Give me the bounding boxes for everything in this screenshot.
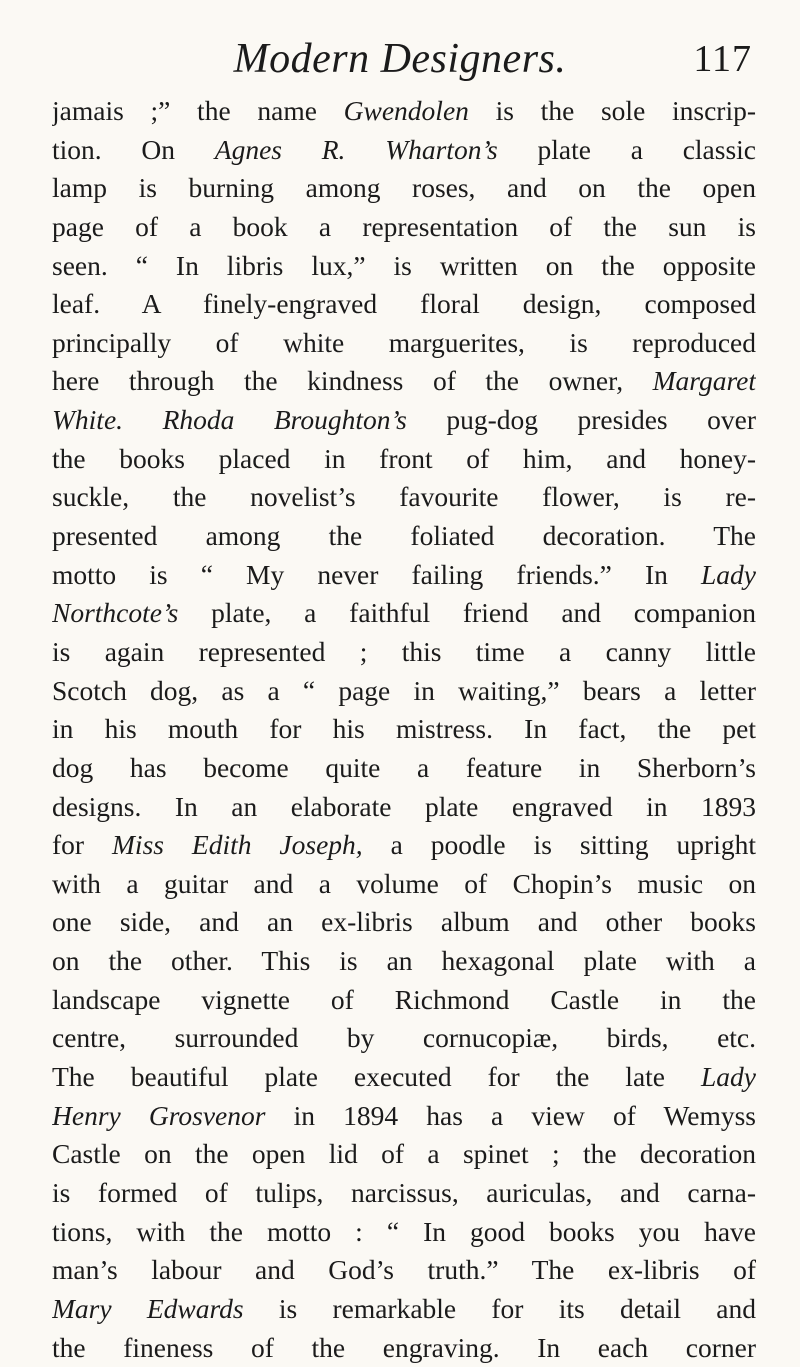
- text-run: is again represented ; this time a canny little: [52, 636, 756, 667]
- text-line: [52, 865, 756, 904]
- text-run: designs. In an elaborate plate engraved in 1893: [52, 791, 756, 822]
- text-line: [52, 594, 756, 633]
- text-line: [52, 247, 756, 286]
- text-line: [52, 981, 756, 1020]
- text-line: [52, 1019, 756, 1058]
- text-line: [52, 324, 756, 363]
- text-line: [52, 903, 756, 942]
- text-run: Scotch dog, as a “ page in waiting,” bears a letter: [52, 675, 756, 706]
- text-line: [52, 169, 756, 208]
- text-run: one side, and an ex-libris album and other books: [52, 906, 756, 937]
- text-run: the books placed in front of him, and honey-: [52, 443, 756, 474]
- italic-name: Margaret: [653, 365, 756, 396]
- text-run: is formed of tulips, narcissus, auriculas, and carna-: [52, 1177, 756, 1208]
- text-line: [52, 1329, 756, 1367]
- text-run: suckle, the novelist’s favourite flower, is re-: [52, 481, 756, 512]
- text-run: Castle on the open lid of a spinet ; the decoration: [52, 1138, 756, 1169]
- text-run: a poodle is sitting upright: [363, 829, 756, 860]
- text-run: here through the kindness of the owner,: [52, 365, 653, 396]
- text-run: in his mouth for his mistress. In fact, the pet: [52, 713, 756, 744]
- text-run: plate, a faithful friend and companion: [178, 597, 756, 628]
- text-line: [52, 440, 756, 479]
- text-line: [52, 710, 756, 749]
- text-run: man’s labour and God’s truth.” The ex-libris of: [52, 1254, 756, 1285]
- text-run: seen. “ In libris lux,” is written on the opposite: [52, 250, 756, 281]
- italic-name: Miss Edith Joseph,: [112, 829, 363, 860]
- italic-name: White.: [52, 404, 123, 435]
- italic-name: Henry Grosvenor: [52, 1100, 265, 1131]
- italic-name: Gwendolen: [344, 95, 469, 126]
- text-line: [52, 556, 756, 595]
- italic-name: Lady: [701, 1061, 756, 1092]
- text-line: [52, 1290, 756, 1329]
- text-run: page of a book a representation of the sun is: [52, 211, 756, 242]
- text-line: [52, 1097, 756, 1136]
- text-line: [52, 788, 756, 827]
- text-line: [52, 131, 756, 170]
- text-run: is remarkable for its detail and: [244, 1293, 756, 1324]
- text-run: centre, surrounded by cornucopiæ, birds, etc.: [52, 1022, 756, 1053]
- text-run: tions, with the motto : “ In good books you have: [52, 1216, 756, 1247]
- text-run: the fineness of the engraving. In each corner: [52, 1332, 756, 1363]
- text-run: presented among the foliated decoration. The: [52, 520, 756, 551]
- text-line: [52, 633, 756, 672]
- text-run: The beautiful plate executed for the late: [52, 1061, 701, 1092]
- text-run: leaf. A finely-engraved floral design, composed: [52, 288, 756, 319]
- text-run: lamp is burning among roses, and on the open: [52, 172, 756, 203]
- text-line: [52, 285, 756, 324]
- text-line: [52, 401, 756, 440]
- text-run: principally of white marguerites, is reproduced: [52, 327, 756, 358]
- text-line: [52, 749, 756, 788]
- text-run: tion. On: [52, 134, 215, 165]
- text-run: with a guitar and a volume of Chopin’s music on: [52, 868, 756, 899]
- text-line: [52, 517, 756, 556]
- italic-name: Lady: [701, 559, 756, 590]
- running-title: Modern Designers.: [0, 34, 800, 84]
- text-run: motto is “ My never failing friends.” In: [52, 559, 701, 590]
- text-run: [123, 404, 163, 435]
- page-number: 117: [693, 34, 752, 84]
- text-line: [52, 478, 756, 517]
- italic-name: Northcote’s: [52, 597, 178, 628]
- text-run: plate a classic: [498, 134, 756, 165]
- text-line: [52, 362, 756, 401]
- italic-name: Rhoda Broughton’s: [163, 404, 407, 435]
- text-line: [52, 942, 756, 981]
- text-run: is the sole inscrip-: [469, 95, 756, 126]
- italic-name: Agnes R. Wharton’s: [215, 134, 498, 165]
- text-line: [52, 1174, 756, 1213]
- text-run: pug-dog presides over: [407, 404, 756, 435]
- text-run: in 1894 has a view of Wemyss: [265, 1100, 756, 1131]
- text-line: [52, 1213, 756, 1252]
- text-line: [52, 826, 756, 865]
- text-line: [52, 1058, 756, 1097]
- text-line: [52, 92, 756, 131]
- body-text: [52, 92, 756, 1367]
- italic-name: Mary Edwards: [52, 1293, 244, 1324]
- text-line: [52, 208, 756, 247]
- text-line: [52, 672, 756, 711]
- text-line: [52, 1251, 756, 1290]
- text-run: for: [52, 829, 112, 860]
- text-run: dog has become quite a feature in Sherborn’s: [52, 752, 756, 783]
- text-line: [52, 1135, 756, 1174]
- page-header: [0, 26, 800, 86]
- text-run: jamais ;” the name: [52, 95, 344, 126]
- text-run: landscape vignette of Richmond Castle in the: [52, 984, 756, 1015]
- text-run: on the other. This is an hexagonal plate with a: [52, 945, 756, 976]
